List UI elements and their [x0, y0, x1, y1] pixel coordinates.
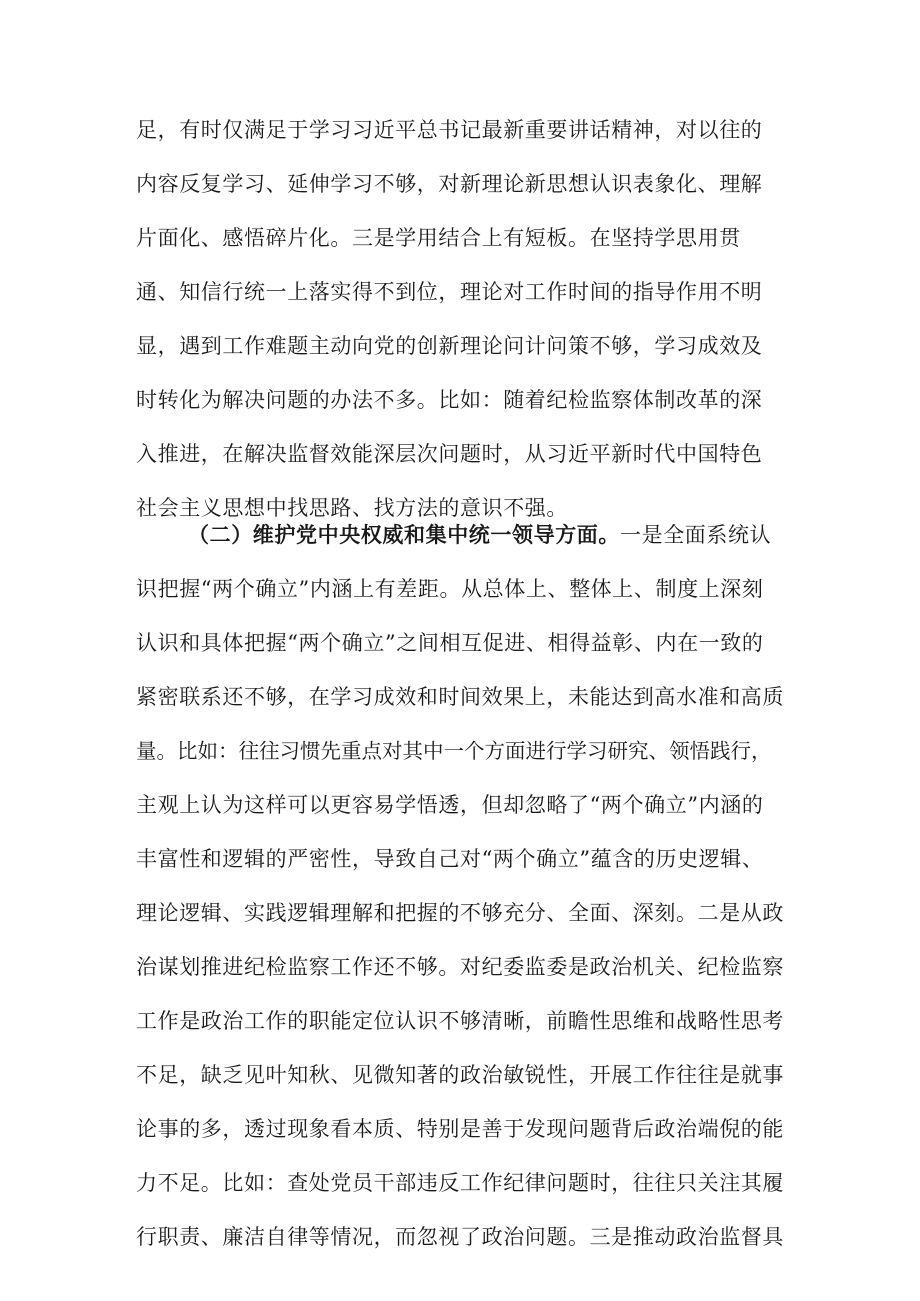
text-line: 片面化、感悟碎片化。三是学用结合上有短板。在坚持学思用贯: [136, 226, 741, 250]
text-line: 内容反复学习、延伸学习不够，对新理论新思想认识表象化、理解: [136, 172, 763, 196]
paragraph-1: [136, 103, 786, 535]
text-line: 不足，缺乏见叶知秋、见微知著的政治敏锐性，开展工作往往是就事: [136, 1063, 784, 1087]
text-line: 丰富性和逻辑的严密性，导致自己对“两个确立”蕴含的历史逻辑、: [136, 847, 764, 871]
paragraph-2: [136, 508, 786, 1264]
text-line: 识把握“两个确立”内涵上有差距。从总体上、整体上、制度上深刻: [136, 577, 764, 601]
text-line: 主观上认为这样可以更容易学悟透，但却忽略了“两个确立”内涵的: [136, 793, 764, 817]
text-line: 通、知信行统一上落实得不到位，理论对工作时间的指导作用不明: [136, 280, 763, 304]
section-heading: （二）维护党中央权威和集中统一领导方面。: [188, 522, 620, 547]
heading-continuation: 一是全面系统认: [620, 523, 772, 547]
text-line: 工作是政治工作的职能定位认识不够清晰，前瞻性思维和战略性思考: [136, 1009, 784, 1033]
text-line: 量。比如：往往习惯先重点对其中一个方面进行学习研究、领悟践行，: [136, 739, 772, 763]
text-line: 入推进，在解决监督效能深层次问题时，从习近平新时代中国特色: [136, 442, 763, 466]
text-line: 治谋划推进纪检监察工作还不够。对纪委监委是政治机关、纪检监察: [136, 955, 784, 979]
text-line: 时转化为解决问题的办法不多。比如：随着纪检监察体制改革的深: [136, 388, 763, 412]
text-line: 紧密联系还不够，在学习成效和时间效果上，未能达到高水准和高质: [136, 685, 784, 709]
text-line: 社会主义思想中找思路、找方法的意识不强。: [136, 496, 568, 520]
text-line-first: [136, 508, 786, 562]
text-line: 认识和具体把握“两个确立”之间相互促进、相得益彰、内在一致的: [136, 631, 764, 655]
text-line: 足，有时仅满足于学习习近平总书记最新重要讲话精神，对以往的: [136, 118, 763, 142]
text-line: 理论逻辑、实践逻辑理解和把握的不够充分、全面、深刻。二是从政: [136, 901, 784, 925]
text-line: 行职责、廉洁自律等情况，而忽视了政治问题。三是推动政治监督具: [136, 1225, 784, 1249]
text-line: 论事的多，透过现象看本质、特别是善于发现问题背后政治端倪的能: [136, 1117, 784, 1141]
text-line: 显，遇到工作难题主动向党的创新理论问计问策不够，学习成效及: [136, 334, 763, 358]
text-line: 力不足。比如：查处党员干部违反工作纪律问题时，往往只关注其履: [136, 1171, 784, 1195]
